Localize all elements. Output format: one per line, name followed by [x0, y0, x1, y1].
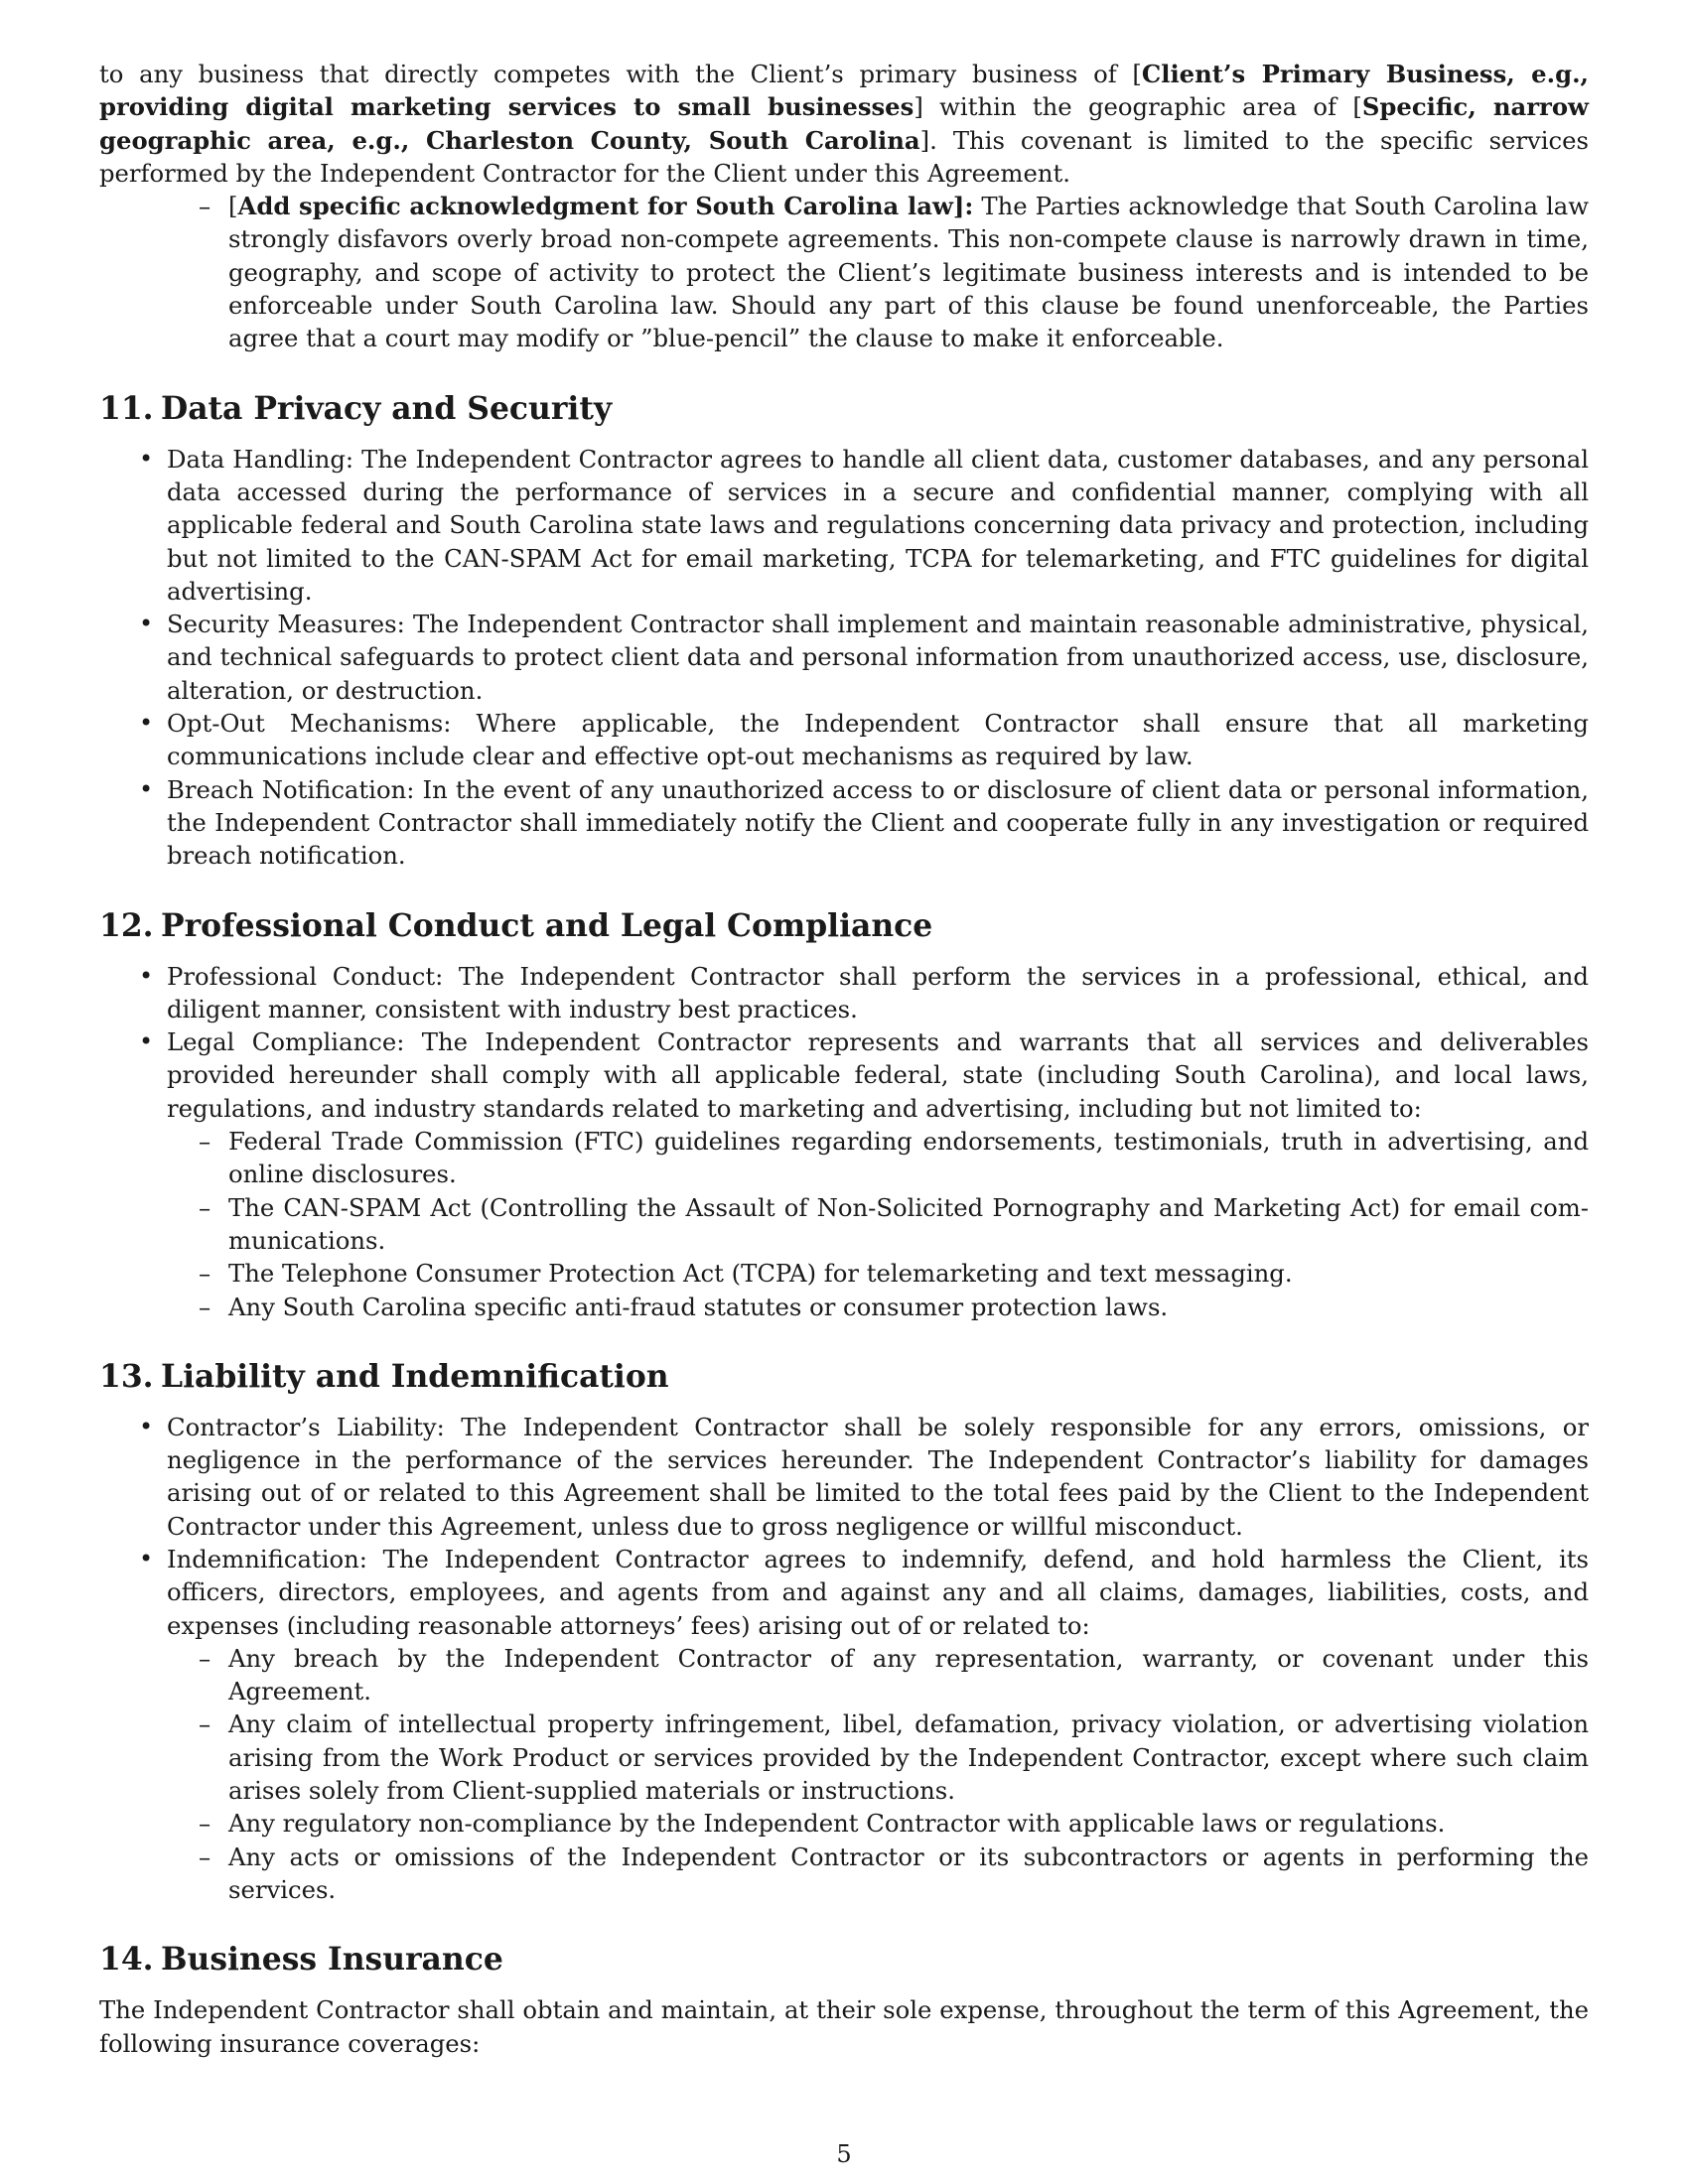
dash-marker: – — [199, 1842, 211, 1871]
dash-marker: – — [199, 1127, 211, 1157]
sub-list-item: – Any regulatory non-compliance by the Independent Contractor with applicable laws or regulations. — [228, 1807, 1589, 1840]
dash-marker: – — [199, 1709, 211, 1739]
noncompete-continuation: to any business that directly competes with the Client’s primary business of [Client’s Primary Business, e.g., providing digital marketing services to small businesses] within the geographic area of [Specific, narrow geographic area, e.g., Charleston County, South Carolina]. This covenant is limited to the specific services performed by the Independent Contractor for the Client under this Agreement. — [99, 60, 1589, 188]
section-title: Liability and Indemnification — [161, 1358, 669, 1395]
bullet-marker: • — [139, 774, 154, 803]
sub-list-item: – Any acts or omissions of the Independent Contractor or its subcontractors or agents in performing the services. — [199, 1842, 1589, 1904]
sub-list-item: – The CAN-SPAM Act (Controlling the Assault of Non-Solicited Pornography and Marketing Act) for email communications. — [199, 1192, 1589, 1255]
section-number: 14. — [99, 1942, 154, 1979]
sub-list-item: – Any breach by the Independent Contractor of any representation, warranty, or covenant under this Agreement. — [199, 1643, 1589, 1706]
dash-marker: – — [199, 1259, 211, 1289]
section-12-list — [99, 960, 1589, 1323]
section-number: 12. — [99, 907, 154, 944]
list-item: • Breach Notification: In the event of any unauthorized access to or disclosure of client data or personal information, the Independent Contractor shall immediately notify the Client and cooperate fully in any investigation or required breach notification. — [139, 774, 1589, 871]
list-item: • Opt-Out Mechanisms: Where applicable, the Independent Contractor shall ensure that all marketing communications include clear and effective opt-out mechanisms as required by law. — [139, 709, 1589, 771]
sub-list-item: – Any claim of intellectual property infringement, libel, defamation, privacy violation, or advertising violation arising from the Work Product or services provided by the Independent Contractor, except where such claim arises solely from Client-supplied materials or instructions. — [199, 1709, 1589, 1806]
section-number: 13. — [99, 1358, 154, 1395]
section-11-list — [99, 443, 1589, 873]
section-title: Data Privacy and Security — [161, 390, 613, 427]
page-number: 5 — [836, 2140, 852, 2168]
section-number: 11. — [99, 390, 154, 427]
section-11-heading — [99, 391, 1589, 427]
list-item: • Indemnification: The Independent Contractor agrees to indemnify, defend, and hold harmless the Client, its officers, directors, employees, and agents from and against any and all claims, damages, liabilities, costs, and expenses (including reasonable attorneys’ fees) arising out of or related to: — [139, 1544, 1589, 1640]
document-page — [99, 58, 1589, 2060]
bullet-marker: • — [139, 1027, 154, 1056]
section-13-list — [99, 1411, 1589, 1906]
dash-marker: – — [199, 1643, 211, 1673]
list-item: • Data Handling: The Independent Contractor agrees to handle all client data, customer databases, and any personal data accessed during the performance of services in a secure and confidential manner, complying with all applicable federal and South Carolina state laws and regulations concerning data privacy and protection, including but not limited to the CAN-SPAM Act for email marketing, TCPA for telemarketing, and FTC guidelines for digital advertising. — [139, 444, 1589, 606]
bullet-marker: • — [139, 610, 154, 638]
section-12-heading — [99, 908, 1589, 944]
dash-marker: – — [199, 1192, 211, 1222]
section-14-body: The Independent Contractor shall obtain and maintain, at their sole expense, throughout the term of this Agreement, the following insurance coverages: — [99, 1995, 1589, 2058]
bullet-marker: • — [139, 1544, 154, 1572]
sc-acknowledgment-item — [199, 190, 1589, 354]
section-title: Professional Conduct and Legal Compliance — [161, 907, 933, 944]
section-13-heading — [99, 1359, 1589, 1395]
dash-marker: – — [199, 192, 211, 221]
list-item: • Security Measures: The Independent Contractor shall implement and maintain reasonable administrative, physical, and technical safeguards to protect client data and personal information from unauthorized access, use, disclosure, alteration, or destruction. — [139, 610, 1589, 705]
sc-acknowledgment-text: [Add specific acknowledgment for South Carolina law]: The Parties acknowledge that South Carolina law strongly disfavors overly broad non-compete agreements. This non-compete clause is narrowly drawn in time, geography, and scope of activity to protect the Client’s legitimate business interests and is intended to be enforceable under South Carolina law. Should any part of this clause be found unenforceable, the Parties agree that a court may modify or ”blue-pencil” the clause to make it enforceable. — [228, 192, 1589, 353]
bullet-marker: • — [139, 961, 154, 990]
dash-marker: – — [199, 1292, 211, 1321]
sub-list-item: – Any South Carolina specific anti-fraud statutes or consumer protection laws. — [228, 1291, 1589, 1323]
placeholder-primary-business: Client’s Primary Business, e.g., providing digital marketing services to small businesses — [99, 60, 1589, 122]
sub-list-item: – Federal Trade Commission (FTC) guidelines regarding endorsements, testimonials, truth in advertising, and online disclosures. — [199, 1127, 1589, 1189]
sc-acknowledgment-placeholder: Add specific acknowledgment for South Carolina law]: — [237, 192, 974, 221]
bullet-marker: • — [139, 709, 154, 738]
section-title: Business Insurance — [161, 1942, 503, 1979]
list-item: • Legal Compliance: The Independent Contractor represents and warrants that all services and deliverables provided hereunder shall comply with all applicable federal, state (including South Carolina), and local laws, regulations, and industry standards related to marketing and advertising, including but not limited to: — [139, 1027, 1589, 1123]
section-14-heading — [99, 1942, 1589, 1978]
bullet-marker: • — [139, 1412, 154, 1440]
list-item: • Professional Conduct: The Independent Contractor shall perform the services in a professional, ethical, and diligent manner, consistent with industry best practices. — [139, 961, 1589, 1024]
bullet-marker: • — [139, 444, 154, 473]
list-item: • Contractor’s Liability: The Independent Contractor shall be solely responsible for any errors, omissions, or negligence in the performance of the services hereunder. The Independent Contractor’s liability for damages arising out of or related to this Agreement shall be limited to the total fees paid by the Client to the Independent Contractor under this Agreement, unless due to gross negligence or willful misconduct. — [139, 1412, 1589, 1541]
dash-marker: – — [199, 1809, 211, 1839]
placeholder-geographic-area: Specific, narrow geographic area, e.g., Charleston County, South Carolina — [99, 92, 1589, 155]
sub-list-item: – The Telephone Consumer Protection Act (TCPA) for telemarketing and text messaging. — [228, 1257, 1589, 1290]
